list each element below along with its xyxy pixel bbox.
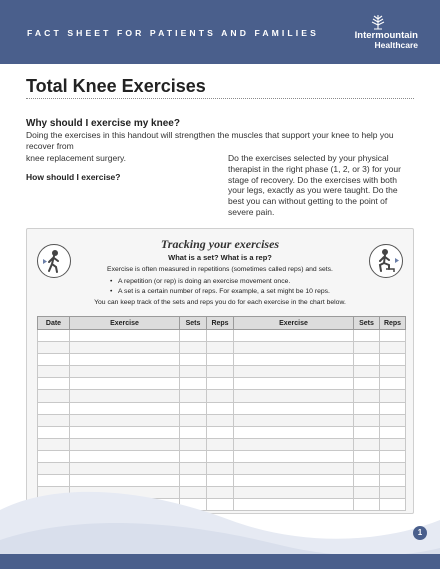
table-cell[interactable] [38, 450, 70, 462]
tracking-title: Tracking your exercises [160, 237, 280, 251]
table-cell[interactable] [70, 354, 180, 366]
table-cell[interactable] [354, 378, 380, 390]
table-cell[interactable] [354, 414, 380, 426]
column-header-date: Date [38, 317, 70, 330]
how-heading: How should I exercise? [26, 172, 121, 182]
table-row [38, 366, 406, 378]
table-cell[interactable] [38, 414, 70, 426]
logo-name: Intermountain [354, 30, 418, 41]
table-cell[interactable] [207, 426, 234, 438]
table-cell[interactable] [380, 426, 406, 438]
table-cell[interactable] [207, 366, 234, 378]
intermountain-logo [338, 14, 418, 50]
table-cell[interactable] [207, 414, 234, 426]
table-cell[interactable] [180, 438, 207, 450]
page-title: Total Knee Exercises [26, 76, 206, 96]
table-cell[interactable] [234, 378, 354, 390]
list-item: • A repetition (or rep) is doing an exercise movement once. [110, 278, 291, 285]
column-header-reps-2: Reps [380, 317, 406, 330]
tracking-intro: Exercise is often measured in repetitions (sometimes called reps) and sets. [107, 266, 333, 273]
table-cell[interactable] [70, 330, 180, 342]
table-cell[interactable] [234, 330, 354, 342]
table-cell[interactable] [70, 402, 180, 414]
table-cell[interactable] [180, 354, 207, 366]
table-cell[interactable] [234, 426, 354, 438]
table-cell[interactable] [234, 402, 354, 414]
table-cell[interactable] [38, 354, 70, 366]
table-cell[interactable] [180, 390, 207, 402]
table-cell[interactable] [207, 354, 234, 366]
table-cell[interactable] [70, 438, 180, 450]
table-cell[interactable] [354, 330, 380, 342]
table-header-row [38, 317, 406, 330]
table-cell[interactable] [207, 342, 234, 354]
table-cell[interactable] [234, 366, 354, 378]
column-header-reps: Reps [207, 317, 234, 330]
column-header-sets: Sets [180, 317, 207, 330]
table-row [38, 438, 406, 450]
table-row [38, 414, 406, 426]
table-cell[interactable] [180, 330, 207, 342]
table-row [38, 402, 406, 414]
tree-icon [368, 14, 388, 30]
table-cell[interactable] [38, 402, 70, 414]
tracking-outro: You can keep track of the sets and reps you do for each exercise in the chart below. [94, 299, 346, 306]
title-divider [26, 98, 414, 99]
table-cell[interactable] [70, 426, 180, 438]
table-cell[interactable] [380, 330, 406, 342]
table-cell[interactable] [38, 342, 70, 354]
table-cell[interactable] [180, 426, 207, 438]
column-header-exercise: Exercise [70, 317, 180, 330]
table-cell[interactable] [207, 402, 234, 414]
column-header-exercise-2: Exercise [234, 317, 354, 330]
table-cell[interactable] [207, 438, 234, 450]
why-body: Doing the exercises in this handout will strengthen the muscles that support your knee to help you recover from [26, 130, 394, 151]
table-cell[interactable] [354, 366, 380, 378]
table-cell[interactable] [234, 354, 354, 366]
table-cell[interactable] [38, 426, 70, 438]
table-cell[interactable] [38, 438, 70, 450]
tracking-subtitle: What is a set? What is a rep? [168, 253, 272, 262]
table-cell[interactable] [207, 378, 234, 390]
table-cell[interactable] [354, 390, 380, 402]
table-cell[interactable] [354, 354, 380, 366]
why-body-continued: knee replacement surgery. [26, 153, 127, 163]
table-cell[interactable] [234, 438, 354, 450]
table-cell[interactable] [354, 450, 380, 462]
table-cell[interactable] [180, 414, 207, 426]
table-cell[interactable] [180, 342, 207, 354]
why-heading: Why should I exercise my knee? [26, 118, 180, 129]
table-cell[interactable] [207, 450, 234, 462]
table-cell[interactable] [354, 402, 380, 414]
table-cell[interactable] [70, 414, 180, 426]
table-cell[interactable] [380, 342, 406, 354]
table-cell[interactable] [180, 450, 207, 462]
column-header-sets-2: Sets [354, 317, 380, 330]
table-cell[interactable] [380, 354, 406, 366]
footer-wave [0, 470, 440, 569]
table-row [38, 354, 406, 366]
page-number-badge: 1 [413, 526, 427, 540]
table-cell[interactable] [70, 450, 180, 462]
table-cell[interactable] [180, 402, 207, 414]
table-cell[interactable] [180, 366, 207, 378]
table-cell[interactable] [380, 402, 406, 414]
table-cell[interactable] [38, 378, 70, 390]
table-row [38, 426, 406, 438]
table-row [38, 450, 406, 462]
table-cell[interactable] [70, 366, 180, 378]
table-cell[interactable] [380, 438, 406, 450]
header-tagline: FACT SHEET FOR PATIENTS AND FAMILIES [27, 28, 319, 38]
logo-subname: Healthcare [374, 40, 418, 50]
table-row [38, 342, 406, 354]
table-cell[interactable] [380, 450, 406, 462]
table-cell[interactable] [180, 378, 207, 390]
table-cell[interactable] [70, 390, 180, 402]
table-row [38, 330, 406, 342]
tracking-bullets [110, 277, 400, 297]
table-cell[interactable] [380, 414, 406, 426]
table-row [38, 378, 406, 390]
table-cell[interactable] [380, 390, 406, 402]
table-cell[interactable] [234, 414, 354, 426]
table-cell[interactable] [234, 342, 354, 354]
table-cell[interactable] [354, 342, 380, 354]
table-cell[interactable] [234, 450, 354, 462]
how-body: Do the exercises selected by your physical therapist in the right phase (1, 2, or 3) for your stage of recovery. Do the exercises with both your legs, exactly as you were taught. Do the best you can without getting to the point of severe pain. [228, 153, 401, 217]
list-item: • A set is a certain number of reps. For example, a set might be 10 reps. [110, 288, 330, 295]
table-cell[interactable] [354, 438, 380, 450]
table-cell[interactable] [380, 378, 406, 390]
table-cell[interactable] [38, 366, 70, 378]
table-row [38, 390, 406, 402]
table-cell[interactable] [70, 342, 180, 354]
table-cell[interactable] [207, 390, 234, 402]
table-cell[interactable] [70, 378, 180, 390]
table-cell[interactable] [38, 390, 70, 402]
table-cell[interactable] [380, 366, 406, 378]
table-cell[interactable] [207, 330, 234, 342]
table-cell[interactable] [354, 426, 380, 438]
table-cell[interactable] [38, 330, 70, 342]
header-banner [0, 0, 440, 64]
table-cell[interactable] [234, 390, 354, 402]
